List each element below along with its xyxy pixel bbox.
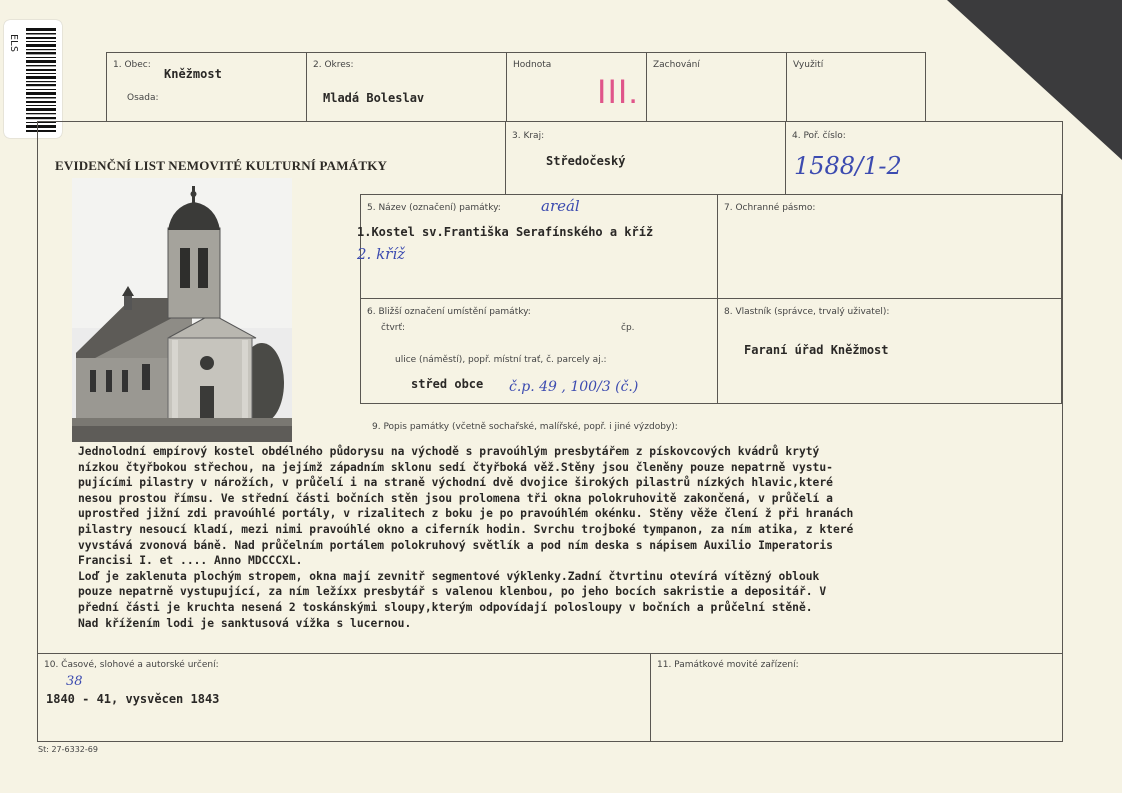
zachovani-box <box>646 52 787 122</box>
vlastnik-value: Faraní úřad Kněžmost <box>744 343 889 357</box>
footer-code: St: 27-6332-69 <box>38 745 98 754</box>
okres-box <box>306 52 507 122</box>
nazev-annotation: areál <box>541 197 580 215</box>
popis-line: přední části je kruchta nesená 2 toskánskými sloupy,kterým odpovídají polosloupy v bočních a průčelní stěně. <box>78 600 813 614</box>
popis-line: Loď je zaklenuta plochým stropem, okna mají zevnitř segmentové výklenky.Zadní čtvrtinu otevírá vítězný oblouk <box>78 569 820 583</box>
nazev-box <box>357 194 718 299</box>
nazev-line1: 1.Kostel sv.Františka Serafínského a kříž <box>357 225 654 239</box>
popis-label: 9. Popis památky (včetně sochařské, malířské, popř. i jiné výzdoby): <box>372 422 678 432</box>
urceni-box <box>37 653 651 742</box>
osada-label: Osada: <box>127 93 159 103</box>
kraj-label: 3. Kraj: <box>512 131 545 141</box>
obec-box <box>106 52 307 122</box>
obec-label: 1. Obec: <box>113 60 151 70</box>
movite-label: 11. Památkové movité zařízení: <box>657 660 799 670</box>
popis-line: Jednolodní empírový kostel obdélného půdorysu na východě s pravoúhlým presbytářem z pískovcových kvádrů krytý <box>78 445 820 458</box>
vlastnik-label: 8. Vlastník (správce, trvalý uživatel): <box>724 307 890 317</box>
urceni-label: 10. Časové, slohové a autorské určení: <box>44 660 219 670</box>
cp-label: čp. <box>621 323 635 333</box>
umisteni-value: střed obce <box>411 377 484 391</box>
popis-line: Nad křížením lodi je sanktusová vížka s lucernou. <box>78 616 412 630</box>
nazev-line2: 2. kříž <box>357 245 406 263</box>
ochranne-pasmo-label: 7. Ochranné pásmo: <box>724 203 816 213</box>
popis-line: nesou prostou římsu. Ve střední části bočních stěn jsou prolomena tři okna polokruhovitě zakončená, v průčelí a <box>78 491 833 505</box>
obec-value: Kněžmost <box>164 67 222 81</box>
urceni-handwritten: 38 <box>66 674 83 689</box>
umisteni-label: 6. Bližší označení umístění památky: <box>367 307 531 317</box>
popis-line: nízkou čtyřbokou střechou, na jejímž západním sklonu sedí čtyřboká věž.Stěny jsou členěny pouze nepatrně vystu- <box>78 460 833 474</box>
popis-line: pilastry nesoucí kladí, mezi nimi pravoúhlé okno a ciferník hodin. Svrchu trojboké tympanon, za ním atika, z které <box>78 522 854 536</box>
kraj-box <box>505 121 786 195</box>
por-cislo-value: 1588/1-2 <box>794 152 902 180</box>
barcode-label: ELS <box>8 34 19 53</box>
umisteni-box <box>360 298 718 404</box>
hodnota-value: III. <box>597 73 639 111</box>
urceni-value: 1840 - 41, vysvěcen 1843 <box>46 692 220 706</box>
vlastnik-box <box>717 298 1062 404</box>
ctvrt-label: čtvrť: <box>381 323 406 333</box>
vyuziti-box <box>786 52 926 122</box>
popis-line: vyvstává zvonová báně. Nad průčelním portálem polokruhový světlík a pod ním deska s nápisem Auxilio Imperatoris <box>78 538 833 552</box>
kraj-value: Středočeský <box>546 154 626 168</box>
nazev-label: 5. Název (označení) památky: <box>367 203 501 213</box>
popis-line: pouze nepatrně vystupující, za ním ležíxx presbytář s valenou klenbou, po jeho bocích sakristie a depositář. V <box>78 585 827 599</box>
umisteni-handwritten: č.p. 49 , 100/3 (č.) <box>509 379 639 395</box>
okres-value: Mladá Boleslav <box>323 91 425 105</box>
barcode-icon <box>26 28 56 132</box>
vyuziti-label: Využití <box>793 60 824 70</box>
popis-line: pujícími pilastry v nárožích, v průčelí i na straně východní dvě dvojice širokých pilastrů nízkých hlavic,které <box>78 476 833 490</box>
ulice-label: ulice (náměstí), popř. místní trať, č. parcely aj.: <box>395 355 607 365</box>
hodnota-label: Hodnota <box>513 60 552 70</box>
form-title: EVIDENČNÍ LIST NEMOVITÉ KULTURNÍ PAMÁTKY <box>55 158 388 173</box>
popis-line: uprostřed jižní zdi pravoúhlé portály, v rizalitech z boku je po pravoúhlém okénku. Stěny věže člení ž při hranách <box>78 507 854 521</box>
movite-box <box>650 653 1063 742</box>
church-photo <box>72 178 292 442</box>
popis-text <box>78 444 1038 631</box>
por-cislo-label: 4. Poř. číslo: <box>792 131 846 141</box>
popis-line: Francisi I. et .... Anno MDCCCXL. <box>78 554 303 568</box>
por-cislo-box <box>785 121 1063 195</box>
hodnota-box <box>506 52 647 122</box>
zachovani-label: Zachování <box>653 60 700 70</box>
okres-label: 2. Okres: <box>313 60 354 70</box>
ochranne-pasmo-box <box>717 194 1062 299</box>
